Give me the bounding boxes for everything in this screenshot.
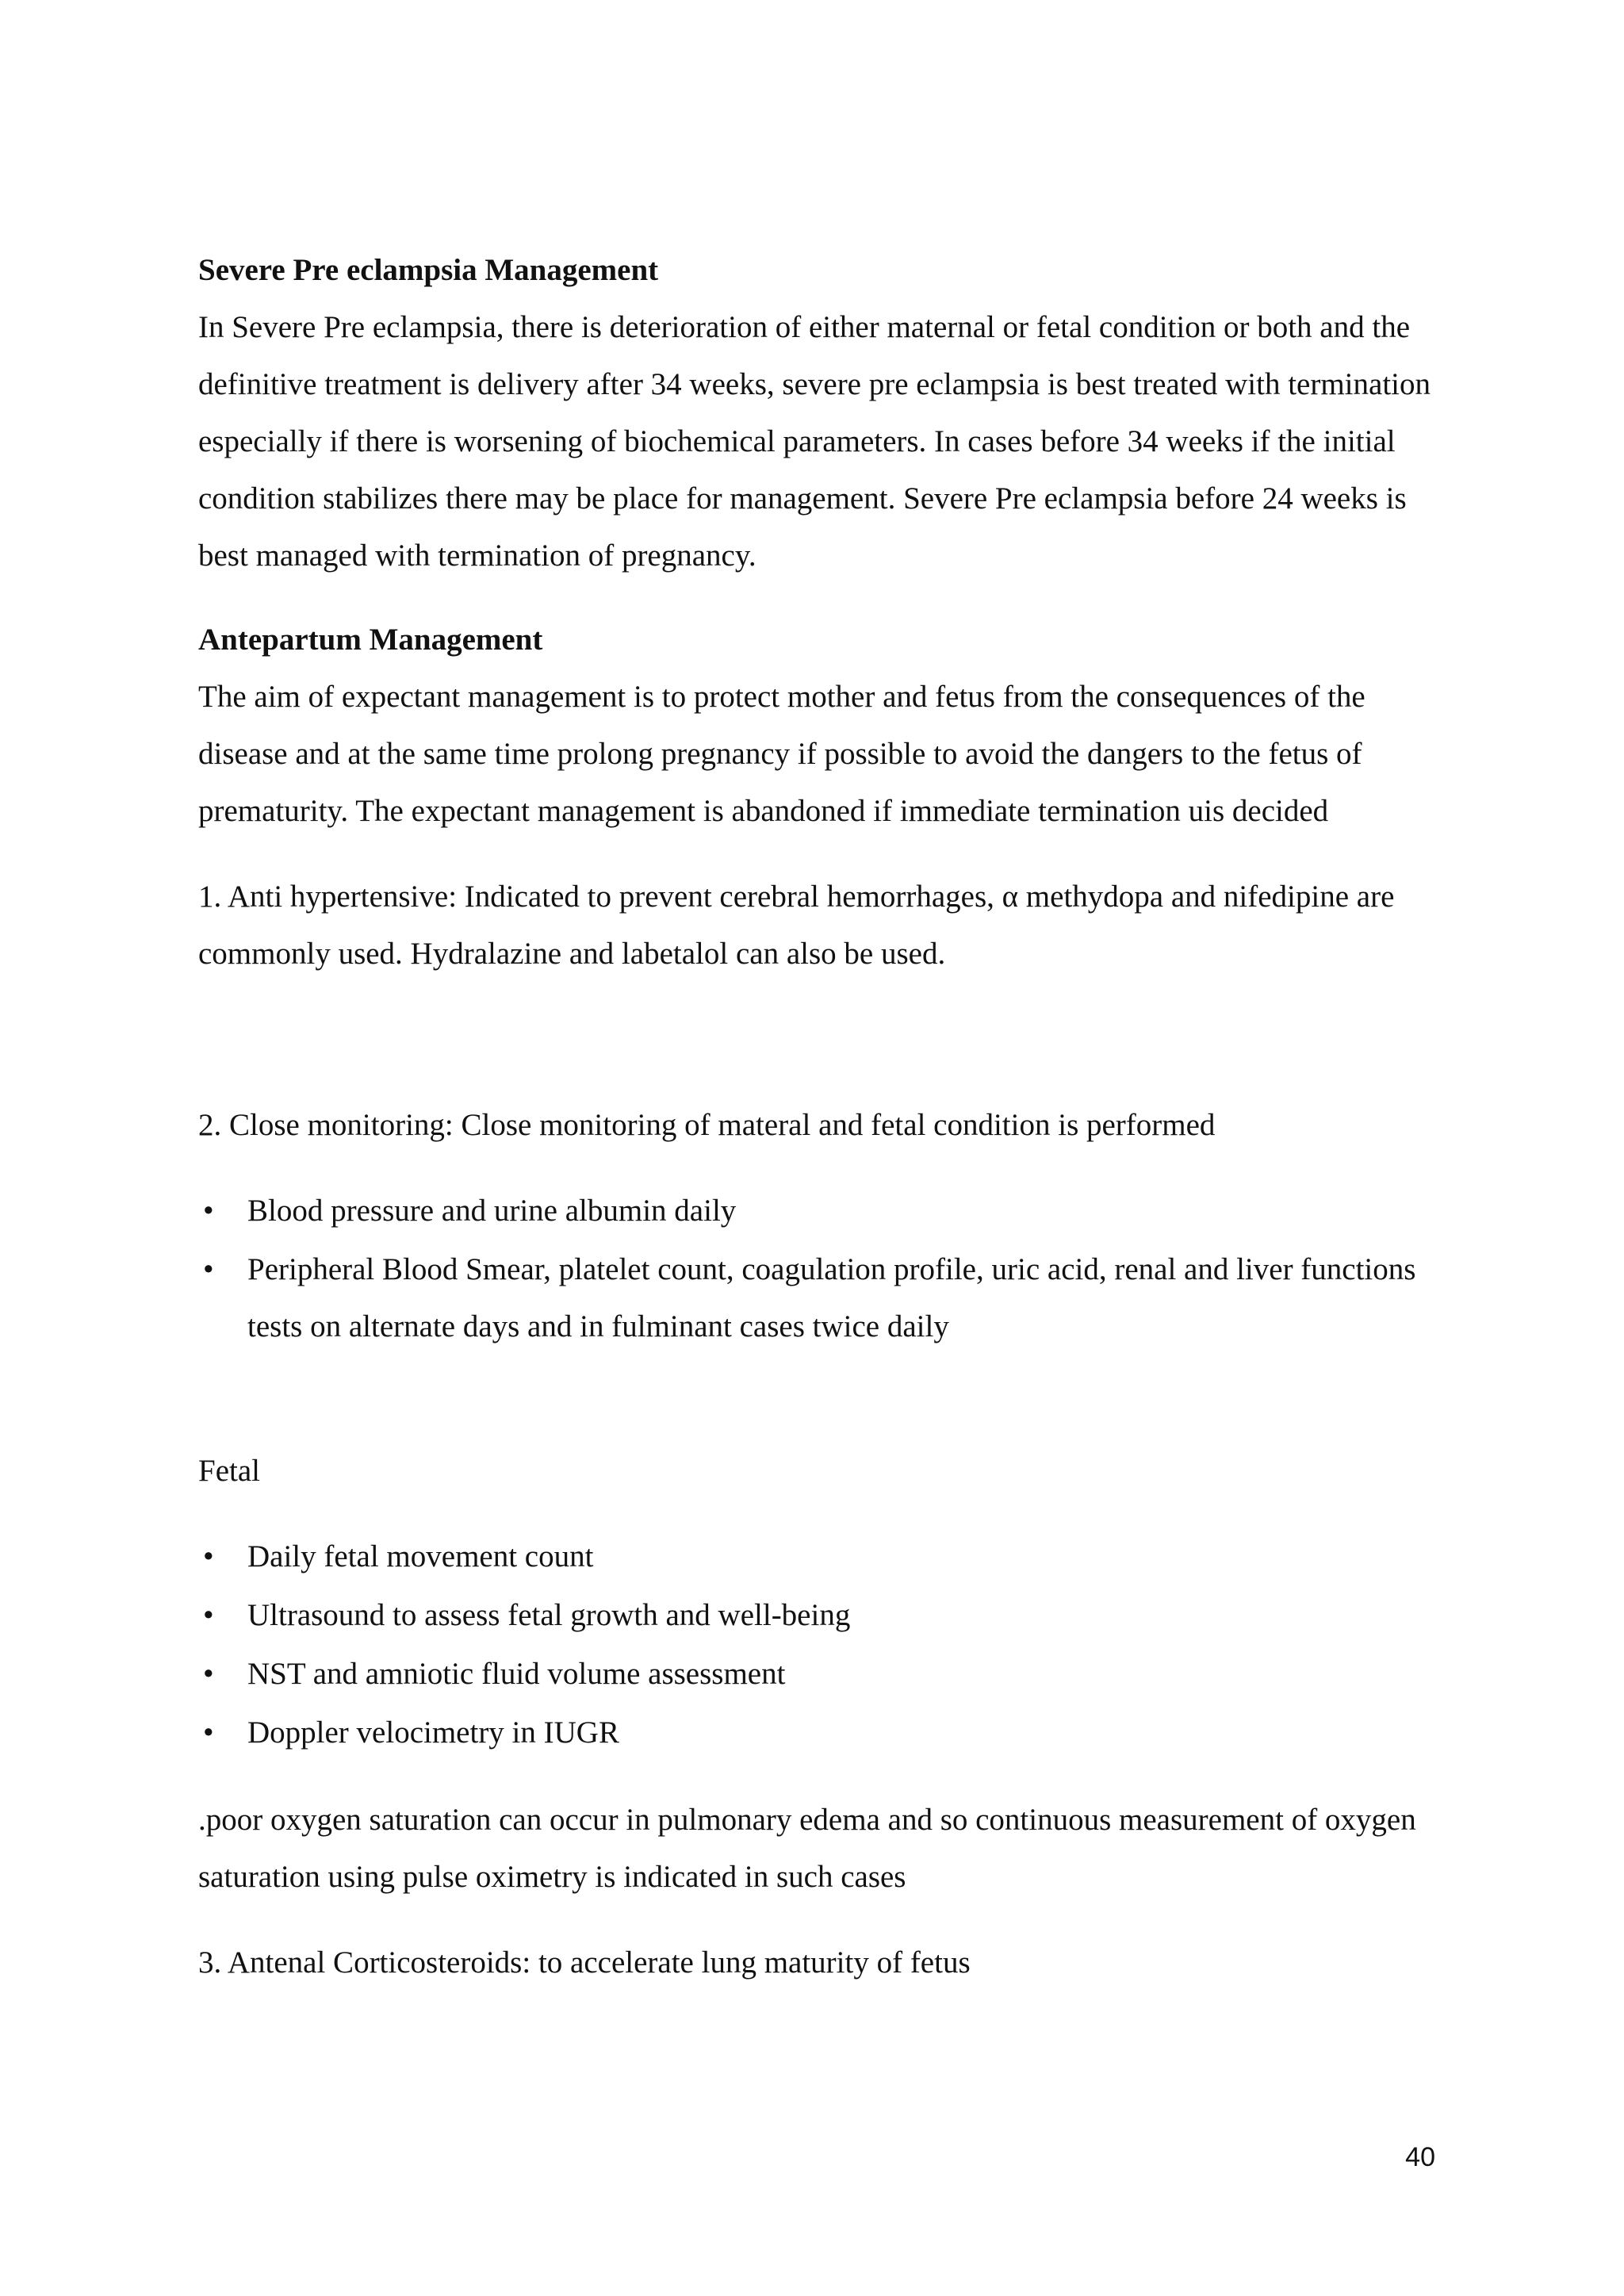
fetal-label: Fetal bbox=[198, 1454, 260, 1488]
bullet-text: Ultrasound to assess fetal growth and well-being bbox=[247, 1598, 851, 1632]
page-content bbox=[198, 242, 1435, 1991]
list-item bbox=[198, 1182, 1435, 1240]
list-item-antihypertensive: 1. Anti hypertensive: Indicated to prevent cerebral hemorrhages, α methydopa and nifedipine are commonly used. Hydralazine and labetalol can also be used. bbox=[198, 880, 1395, 971]
bullet-icon: • bbox=[203, 1539, 214, 1573]
section-heading-severe-pre-eclampsia: Severe Pre eclampsia Management bbox=[198, 253, 659, 287]
bullet-icon: • bbox=[203, 1598, 214, 1632]
list-item-close-monitoring: 2. Close monitoring: Close monitoring of materal and fetal condition is performed bbox=[198, 1108, 1216, 1142]
list-item bbox=[198, 1587, 1435, 1644]
bullet-text: Blood pressure and urine albumin daily bbox=[247, 1194, 737, 1228]
list-item bbox=[198, 1241, 1435, 1355]
maternal-monitoring-list bbox=[198, 1182, 1435, 1355]
bullet-icon: • bbox=[203, 1194, 214, 1228]
list-item bbox=[198, 1646, 1435, 1703]
bullet-text: Doppler velocimetry in IUGR bbox=[247, 1715, 619, 1750]
fetal-monitoring-list bbox=[198, 1528, 1435, 1761]
paragraph-severe-pre-eclampsia: In Severe Pre eclampsia, there is deterioration of either maternal or fetal condition or both and the definitive treatment is delivery after 34 weeks, severe pre eclampsia is best treated with termination especially if there is worsening of biochemical parameters. In cases before 34 weeks if the initial condition stabilizes there may be place for management. Severe Pre eclampsia before 24 weeks is best managed with termination of pregnancy. bbox=[198, 310, 1431, 573]
list-item bbox=[198, 1528, 1435, 1585]
list-item bbox=[198, 1704, 1435, 1761]
list-item-antenatal-corticosteroids: 3. Antenal Corticosteroids: to accelerate lung maturity of fetus bbox=[198, 1945, 971, 1980]
bullet-icon: • bbox=[203, 1657, 214, 1691]
bullet-icon: • bbox=[203, 1715, 214, 1750]
bullet-text: NST and amniotic fluid volume assessment bbox=[247, 1657, 786, 1691]
bullet-text: Daily fetal movement count bbox=[247, 1539, 594, 1573]
section-heading-antepartum: Antepartum Management bbox=[198, 623, 543, 657]
paragraph-antepartum: The aim of expectant management is to protect mother and fetus from the consequences of the disease and at the same time prolong pregnancy if possible to avoid the dangers to the fetus of prematurity. The expectant management is abandoned if immediate termination uis decided bbox=[198, 680, 1365, 828]
bullet-text: Peripheral Blood Smear, platelet count, coagulation profile, uric acid, renal and liver functions tests on alternate days and in fulminant cases twice daily bbox=[247, 1252, 1416, 1343]
paragraph-oxygen-saturation: .poor oxygen saturation can occur in pulmonary edema and so continuous measurement of oxygen saturation using pulse oximetry is indicated in such cases bbox=[198, 1803, 1416, 1894]
page-number: 40 bbox=[1405, 2142, 1435, 2172]
bullet-icon: • bbox=[203, 1252, 214, 1286]
